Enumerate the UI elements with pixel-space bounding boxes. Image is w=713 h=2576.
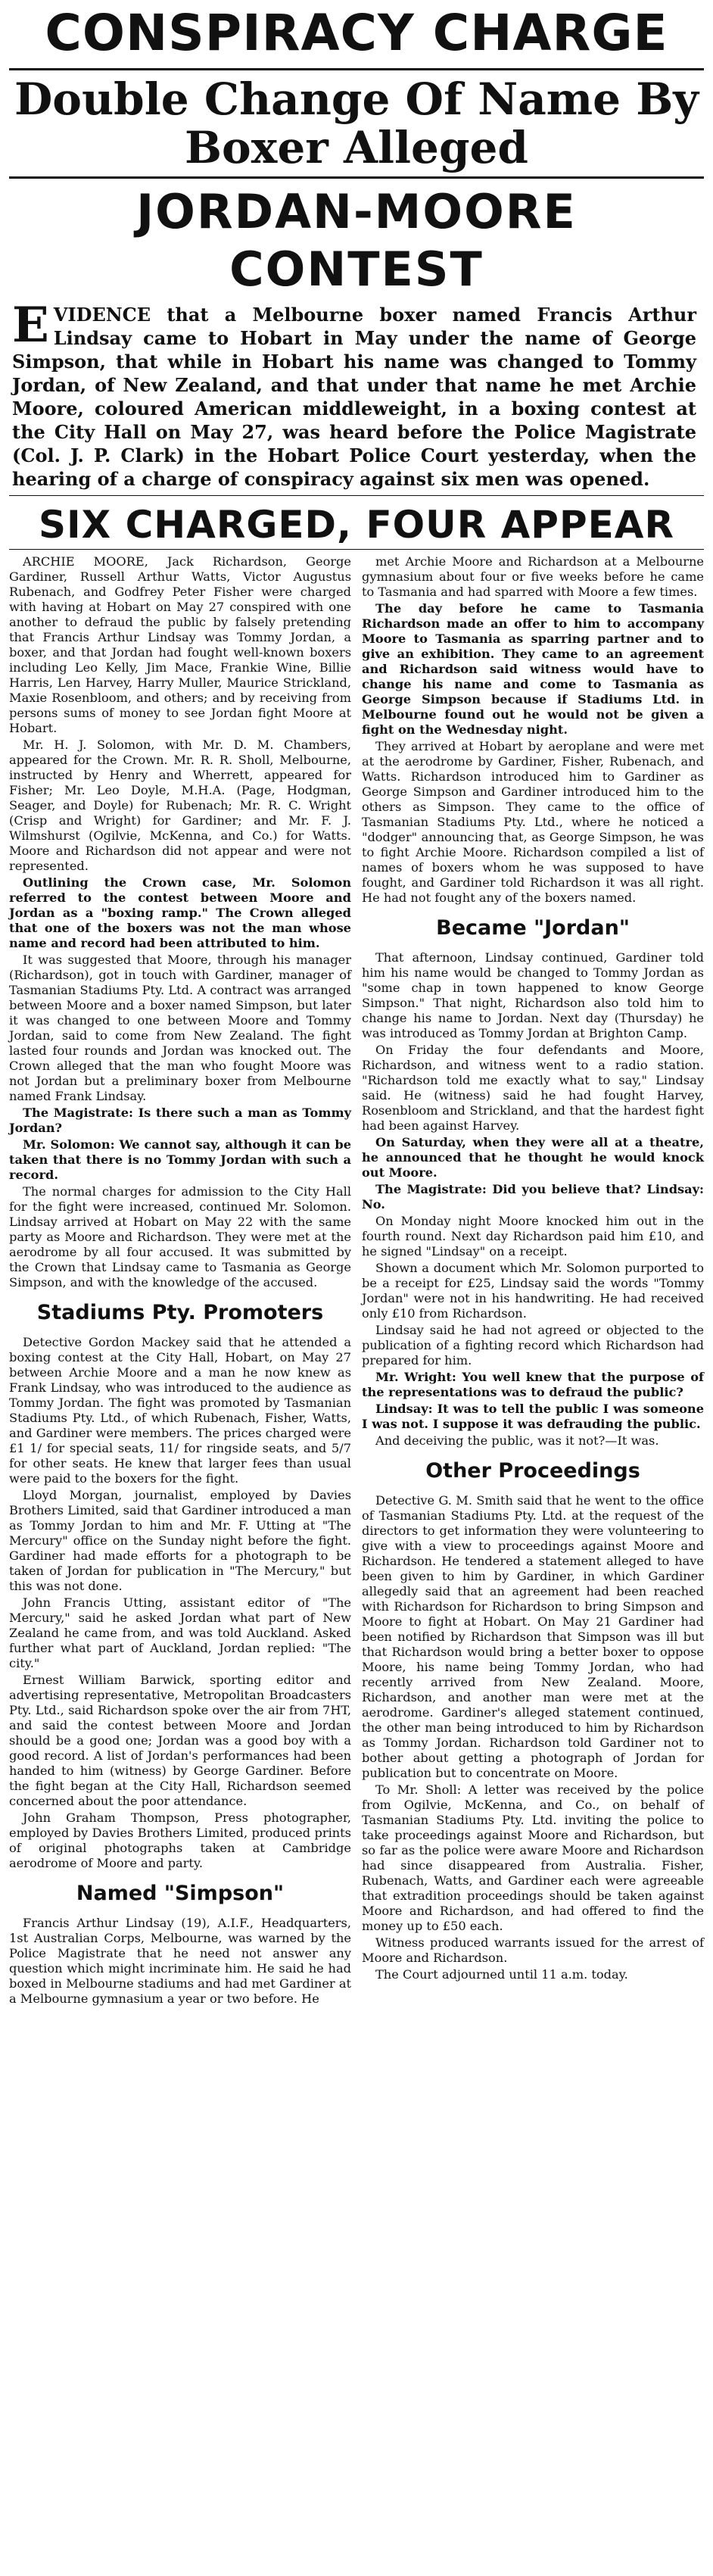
paragraph: To Mr. Sholl: A letter was received by the police from Ogilvie, McKenna, and Co., on behalf of Tasmanian Stadiums Pty. Ltd. inviting the police to take proceedings against Moore and Richardson, but so far as the police were aware Moore and Richardson had since disappeared from Australia. Fisher, Rubenach, Watts, and Gardiner each were agreeable that extradition proceedings should be taken against Moore and Richardson, and had offered to find the money up to £50 each. [362, 1782, 704, 1933]
divider [9, 495, 704, 496]
paragraph: Ernest William Barwick, sporting editor and advertising representative, Metropolitan Broadcasters Pty. Ltd., said Richardson spoke over the air from 7HT, and said the contest between Moore and Jordan should be a good one; Jordan was a good boy with a good record. A list of Jordan's performances had been handed to him (witness) by George Gardiner. Before the fight began at the City Hall, Richardson seemed concerned about the poor attendance. [9, 1673, 351, 1808]
divider [9, 68, 704, 70]
paragraph: Mr. Solomon: We cannot say, although it can be taken that there is no Tommy Jordan with such a record. [9, 1137, 351, 1182]
paragraph: On Friday the four defendants and Moore, Richardson, and witness went to a radio station. "Richardson told me exactly what to say," Lindsay said. He (witness) said he had fought Harvey, Rosenbloom and Strickland, and that the hardest fight had been against Harvey. [362, 1043, 704, 1133]
paragraph: Detective Gordon Mackey said that he attended a boxing contest at the City Hall, Hobart, on May 27 between Archie Moore and a man he now knew as Frank Lindsay, who was introduced to the audience as Tommy Jordan. The fight was promoted by Tasmanian Stadiums Pty. Ltd., of which Rubenach, Fisher, Watts, and Gardiner were members. The prices charged were £1 1/ for special seats, 11/ for ringside seats, and 5/7 for other seats. He knew that larger fees than usual were paid to the boxers for the fight. [9, 1335, 351, 1486]
left-column [9, 554, 351, 2008]
subheading: Stadiums Pty. Promoters [36, 1301, 324, 1324]
paragraph: ARCHIE MOORE, Jack Richardson, George Gardiner, Russell Arthur Watts, Victor Augustus Rubenach, and Godfrey Peter Fisher were charged with having at Hobart on May 27 conspired with one another to defraud the public by falsely pretending that Francis Arthur Lindsay was Tommy Jordan, a boxer, and that Jordan had fought well-known boxers including Leo Kelly, Jim Mace, Frankie Wine, Billie Harris, Len Harvey, Harry Muller, Maurice Strickland, Maxie Rosenbloom, and others; and by receiving from persons sums of money to see Jordan fight Moore at Hobart. [9, 554, 351, 735]
paragraph: The Magistrate: Did you believe that? Lindsay: No. [362, 1182, 704, 1212]
banner-heading: SIX CHARGED, FOUR APPEAR [39, 503, 674, 547]
paragraph: The Court adjourned until 11 a.m. today. [375, 1967, 628, 1982]
section-title: JORDAN-MOORE CONTEST [136, 184, 577, 297]
paragraph: They arrived at Hobart by aeroplane and were met at the aerodrome by Gardiner, Fisher, Rubenach, and Watts. Richardson introduced him to Gardiner as George Simpson and Gardiner introduced him to the others as Simpson. They came to the office of Tasmanian Stadiums Pty. Ltd., where he noticed a "dodger" announcing that, as George Simpson, he was to fight Archie Moore. Richardson compiled a list of names of boxers whom he was supposed to have fought, and Gardiner told Richardson it was all right. He had not fought any of the boxers named. [362, 739, 704, 905]
paragraph: The normal charges for admission to the City Hall for the fight were increased, continued Mr. Solomon. Lindsay arrived at Hobart on May 22 with the same party as Moore and Richardson. They were met at the aerodrome by all four accused. It was submitted by the Crown that Lindsay came to Tasmania as George Simpson, and with the knowledge of the accused. [9, 1184, 351, 1290]
intro-paragraph [12, 297, 696, 491]
right-column [362, 554, 704, 2008]
paragraph: The day before he came to Tasmania Richardson made an offer to him to accompany Moore to Tasmania as sparring partner and to give an exhibition. They came to an agreement and Richardson said witness would have to change his name and come to Tasmania as George Simpson because if Stadiums Ltd. in Melbourne found out he would not be given a fight on the Wednesday night. [362, 601, 704, 737]
paragraph: Witness produced warrants issued for the arrest of Moore and Richardson. [362, 1935, 704, 1965]
paragraph: John Francis Utting, assistant editor of "The Mercury," said he asked Jordan what part of New Zealand he came from, and was told Auckland. Asked further what part of Auckland, Jordan replied: "The city." [9, 1595, 351, 1670]
paragraph: Lindsay said he had not agreed or objected to the publication of a fighting record which Richardson had prepared for him. [362, 1323, 704, 1368]
paragraph: Outlining the Crown case, Mr. Solomon referred to the contest between Moore and Jordan as a "boxing ramp." The Crown alleged that one of the boxers was not the man whose name and record had been attributed to him. [9, 875, 351, 950]
article-body [9, 549, 704, 2008]
paragraph: Mr. Wright: You well knew that the purpose of the representations was to defraud the public? [362, 1370, 704, 1399]
headline: CONSPIRACY CHARGE [45, 4, 668, 62]
paragraph: The Magistrate: Is there such a man as Tommy Jordan? [9, 1106, 351, 1135]
paragraph: John Graham Thompson, Press photographer, employed by Davies Brothers Limited, produced prints of original photographs taken at Cambridge aerodrome of Moore and party. [9, 1810, 351, 1870]
paragraph: On Saturday, when they were all at a theatre, he announced that he thought he would knock out Moore. [362, 1135, 704, 1180]
paragraph: Lindsay: It was to tell the public I was someone I was not. I suppose it was defrauding the public. [362, 1402, 704, 1431]
paragraph: And deceiving the public, was it not?—It was. [375, 1433, 659, 1448]
newspaper-article [9, 0, 704, 2008]
paragraph: On Monday night Moore knocked him out in the fourth round. Next day Richardson paid him £10, and he signed "Lindsay" on a receipt. [362, 1214, 704, 1258]
paragraph: Mr. H. J. Solomon, with Mr. D. M. Chambers, appeared for the Crown. Mr. R. R. Sholl, Melbourne, instructed by Henry and Wherrett, appeared for Fisher; Mr. Leo Doyle, M.H.A. (Page, Hodgman, Seager, and Doyle) for Rubenach; Mr. R. C. Wright (Crisp and Wright) for Gardiner; and Mr. F. J. Wilmshurst (Ogilvie, McKenna, and Co.) for Watts. Moore and Richardson did not appear and were not represented. [9, 738, 351, 873]
subheading: Other Proceedings [425, 1459, 640, 1483]
paragraph: Detective G. M. Smith said that he went to the office of Tasmanian Stadiums Pty. Ltd. at the request of the directors to get information they were volunteering to give with a view to proceedings against Moore and Richardson. He tendered a statement alleged to have been given to him by Gardiner, in which Gardiner allegedly said that an agreement had been reached with Richardson for Richardson to bring Simpson and Moore to fight at Hobart. On May 21 Gardiner had been notified by Richardson that Simpson was ill but that Richardson would bring a better boxer to oppose Moore, his name being Tommy Jordan, who had recently arrived from New Zealand. Moore, Richardson, and another man were met at the aerodrome. Gardiner's alleged statement continued, the other man being introduced to him by Richardson as Tommy Jordan. Richardson told Gardiner not to bother about getting a photograph of Jordan for publication but to concentrate on Moore. [362, 1493, 704, 1780]
subheading: Named "Simpson" [76, 1882, 285, 1905]
subheading: Became "Jordan" [436, 916, 630, 940]
paragraph: It was suggested that Moore, through his manager (Richardson), got in touch with Gardiner, manager of Tasmanian Stadiums Pty. Ltd. A contract was arranged between Moore and a boxer named Simpson, but later it was changed to one between Moore and Tommy Jordan, said to come from New Zealand. The fight lasted four rounds and Jordan was knocked out. The Crown alleged that the man who fought Moore was not Jordan but a preliminary boxer from Melbourne named Frank Lindsay. [9, 953, 351, 1103]
paragraph: Shown a document which Mr. Solomon purported to be a receipt for £25, Lindsay said the words "Tommy Jordan" were not in his handwriting. He had received only £10 from Richardson. [362, 1261, 704, 1321]
paragraph: That afternoon, Lindsay continued, Gardiner told him his name would be changed to Tommy Jordan as "some chap in town happened to know George Simpson." That night, Richardson also told him to change his name to Jordan. Next day (Thursday) he was introduced as Tommy Jordan at Brighton Camp. [362, 950, 704, 1040]
drop-cap: E [12, 297, 49, 354]
intro-text: VIDENCE that a Melbourne boxer named Francis Arthur Lindsay came to Hobart in May under the name of George Simpson, that while in Hobart his name was changed to Tommy Jordan, of New Zealand, and that under that name he met Archie Moore, coloured American middleweight, in a boxing contest at the City Hall on May 27, was heard before the Police Magistrate (Col. J. P. Clark) in the Hobart Police Court yesterday, when the hearing of a charge of conspiracy against six men was opened. [12, 304, 696, 490]
subheadline: Double Change Of Name By Boxer Alleged [14, 73, 699, 173]
divider [9, 176, 704, 179]
paragraph: Francis Arthur Lindsay (19), A.I.F., Headquarters, 1st Australian Corps, Melbourne, was warned by the Police Magistrate that he need not answer any question which might incriminate him. He said he had boxed in Melbourne stadiums and had met Gardiner at a Melbourne gymnasium a year or two before. He [9, 1916, 351, 2006]
paragraph: met Archie Moore and Richardson at a Melbourne gymnasium about four or five weeks before he came to Tasmania and had sparred with Moore a few times. [362, 554, 704, 599]
paragraph: Lloyd Morgan, journalist, employed by Davies Brothers Limited, said that Gardiner introduced a man as Tommy Jordan to him and Mr. F. Utting at "The Mercury" office on the Sunday night before the fight. Gardiner had made efforts for a photograph to be taken of Jordan for publication in "The Mercury," but this was not done. [9, 1488, 351, 1593]
